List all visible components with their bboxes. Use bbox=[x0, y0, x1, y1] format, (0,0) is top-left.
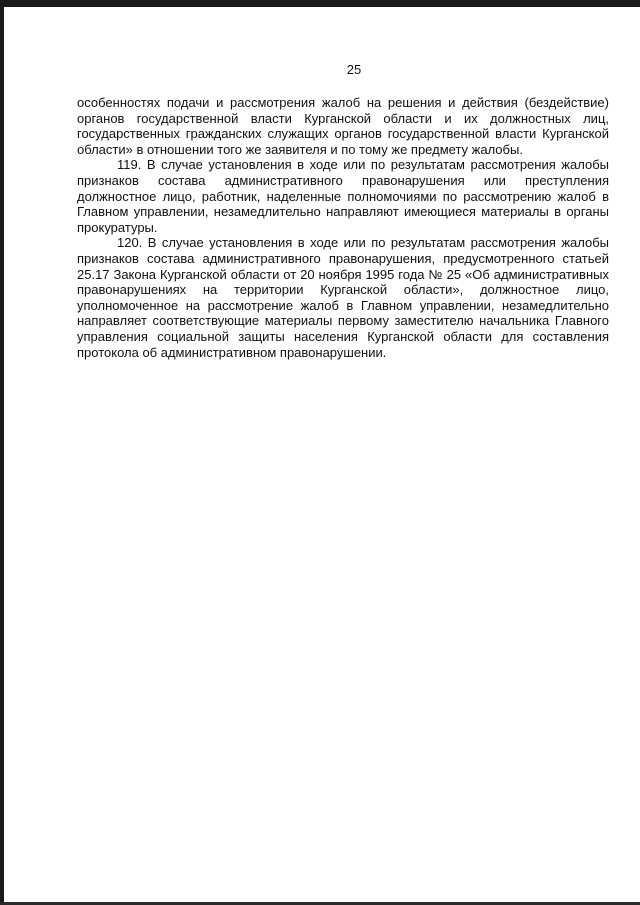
scan-edge-top bbox=[0, 0, 640, 7]
document-body bbox=[77, 95, 609, 360]
scan-edge-left bbox=[0, 0, 4, 905]
paragraph-continuation: особенностях подачи и рассмотрения жалоб на решения и действия (бездействие) органов государственной власти Курганской области и их должностных лиц, государственных гражданских служащих органов государственной власти Курганской области» в отношении того же заявителя и по тому же предмету жалобы. bbox=[77, 95, 609, 157]
page-number: 25 bbox=[346, 62, 362, 77]
paragraph-119: 119. В случае установления в ходе или по результатам рассмотрения жалобы признаков состава административного правонарушения или преступления должностное лицо, работник, наделенные полномочиями по рассмотрению жалоб в Главном управлении, незамедлительно направляют имеющиеся материалы в органы прокуратуры. bbox=[77, 157, 609, 235]
paragraph-120: 120. В случае установления в ходе или по результатам рассмотрения жалобы признаков состава административного правонарушения, предусмотренного статьей 25.17 Закона Курганской области от 20 ноября 1995 года № 25 «Об административных правонарушениях на территории Курганской области», должностное лицо, уполномоченное на рассмотрение жалоб в Главном управлении, незамедлительно направляет соответствующие материалы первому заместителю начальника Главного управления социальной защиты населения Курганской области для составления протокола об административном правонарушении. bbox=[77, 235, 609, 360]
